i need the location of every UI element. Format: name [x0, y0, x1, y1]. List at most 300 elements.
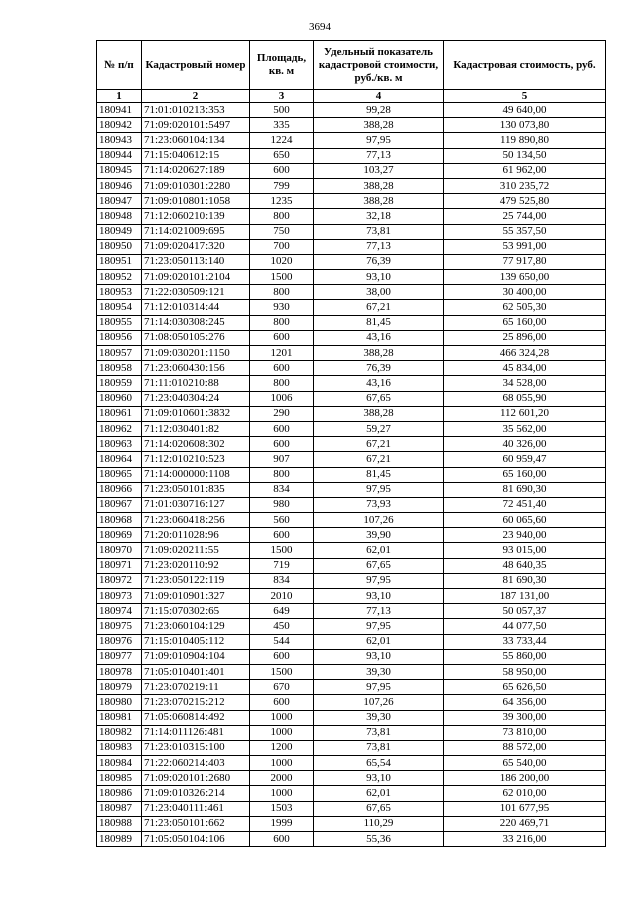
- area-cell: 544: [250, 634, 314, 649]
- row-number-cell: 180984: [97, 756, 142, 771]
- unit-rate-cell: 67,65: [314, 391, 444, 406]
- table-row: [97, 801, 606, 816]
- table-row: [97, 771, 606, 786]
- area-cell: 700: [250, 239, 314, 254]
- cadastral-cost-cell: 48 640,35: [444, 558, 606, 573]
- column-number: 3: [250, 90, 314, 103]
- row-number-cell: 180941: [97, 103, 142, 118]
- cadastral-number-cell: 71:09:010904:104: [142, 649, 250, 664]
- cadastral-cost-cell: 68 055,90: [444, 391, 606, 406]
- table-row: [97, 740, 606, 755]
- cadastral-cost-cell: 65 160,00: [444, 315, 606, 330]
- cadastral-cost-cell: 310 235,72: [444, 178, 606, 193]
- table-row: [97, 467, 606, 482]
- row-number-cell: 180982: [97, 725, 142, 740]
- cadastral-number-cell: 71:09:020101:2680: [142, 771, 250, 786]
- table-row: [97, 376, 606, 391]
- area-cell: 834: [250, 573, 314, 588]
- area-cell: 2010: [250, 589, 314, 604]
- table-row: [97, 695, 606, 710]
- table-row: [97, 133, 606, 148]
- area-cell: 1000: [250, 725, 314, 740]
- row-number-cell: 180985: [97, 771, 142, 786]
- cadastral-number-cell: 71:15:040612:15: [142, 148, 250, 163]
- cadastral-cost-cell: 33 216,00: [444, 832, 606, 847]
- table-row: [97, 270, 606, 285]
- cadastral-number-cell: 71:23:040111:461: [142, 801, 250, 816]
- cadastral-number-cell: 71:14:021009:695: [142, 224, 250, 239]
- cadastral-cost-cell: 65 626,50: [444, 680, 606, 695]
- table-body: [97, 103, 606, 847]
- cadastral-cost-cell: 40 326,00: [444, 437, 606, 452]
- cadastral-cost-cell: 112 601,20: [444, 406, 606, 421]
- unit-rate-cell: 97,95: [314, 573, 444, 588]
- table-row: [97, 330, 606, 345]
- table-row: [97, 513, 606, 528]
- row-number-cell: 180943: [97, 133, 142, 148]
- area-cell: 600: [250, 330, 314, 345]
- unit-rate-cell: 388,28: [314, 118, 444, 133]
- area-cell: 1201: [250, 346, 314, 361]
- cadastral-cost-cell: 72 451,40: [444, 497, 606, 512]
- area-cell: 600: [250, 695, 314, 710]
- cadastral-cost-cell: 93 015,00: [444, 543, 606, 558]
- unit-rate-cell: 97,95: [314, 133, 444, 148]
- page-number: 3694: [309, 21, 331, 33]
- cadastral-number-cell: 71:09:010901:327: [142, 589, 250, 604]
- table-row: [97, 209, 606, 224]
- cadastral-number-cell: 71:23:060104:129: [142, 619, 250, 634]
- table-row: [97, 497, 606, 512]
- header-cadastral-number: Кадастровый номер: [142, 41, 250, 90]
- cadastral-number-cell: 71:23:070219:11: [142, 680, 250, 695]
- area-cell: 834: [250, 482, 314, 497]
- table-row: [97, 710, 606, 725]
- table-row: [97, 589, 606, 604]
- cadastral-cost-cell: 55 860,00: [444, 649, 606, 664]
- area-cell: 290: [250, 406, 314, 421]
- unit-rate-cell: 67,21: [314, 452, 444, 467]
- cadastral-number-cell: 71:15:070302:65: [142, 604, 250, 619]
- unit-rate-cell: 73,81: [314, 224, 444, 239]
- area-cell: 800: [250, 376, 314, 391]
- area-cell: 800: [250, 209, 314, 224]
- unit-rate-cell: 388,28: [314, 346, 444, 361]
- area-cell: 1235: [250, 194, 314, 209]
- area-cell: 750: [250, 224, 314, 239]
- row-number-cell: 180975: [97, 619, 142, 634]
- table-row: [97, 619, 606, 634]
- area-cell: 800: [250, 467, 314, 482]
- cadastral-number-cell: 71:12:060210:139: [142, 209, 250, 224]
- row-number-cell: 180955: [97, 315, 142, 330]
- area-cell: 1224: [250, 133, 314, 148]
- cadastral-number-cell: 71:12:010314:44: [142, 300, 250, 315]
- unit-rate-cell: 93,10: [314, 589, 444, 604]
- area-cell: 335: [250, 118, 314, 133]
- row-number-cell: 180948: [97, 209, 142, 224]
- cadastral-cost-cell: 186 200,00: [444, 771, 606, 786]
- table-row: [97, 391, 606, 406]
- cadastral-number-cell: 71:05:050104:106: [142, 832, 250, 847]
- unit-rate-cell: 97,95: [314, 619, 444, 634]
- cadastral-number-cell: 71:14:000000:1108: [142, 467, 250, 482]
- unit-rate-cell: 388,28: [314, 178, 444, 193]
- unit-rate-cell: 81,45: [314, 315, 444, 330]
- area-cell: 719: [250, 558, 314, 573]
- unit-rate-cell: 43,16: [314, 330, 444, 345]
- unit-rate-cell: 67,65: [314, 801, 444, 816]
- table-row: [97, 725, 606, 740]
- cadastral-number-cell: 71:14:020627:189: [142, 163, 250, 178]
- unit-rate-cell: 107,26: [314, 695, 444, 710]
- row-number-cell: 180980: [97, 695, 142, 710]
- cadastral-value-table: [96, 40, 606, 847]
- cadastral-number-cell: 71:08:050105:276: [142, 330, 250, 345]
- area-cell: 907: [250, 452, 314, 467]
- unit-rate-cell: 59,27: [314, 421, 444, 436]
- area-cell: 560: [250, 513, 314, 528]
- row-number-cell: 180987: [97, 801, 142, 816]
- table-row: [97, 178, 606, 193]
- cadastral-number-cell: 71:14:020608:302: [142, 437, 250, 452]
- row-number-cell: 180964: [97, 452, 142, 467]
- header-area: Площадь, кв. м: [250, 41, 314, 90]
- cadastral-number-cell: 71:01:030716:127: [142, 497, 250, 512]
- cadastral-cost-cell: 466 324,28: [444, 346, 606, 361]
- area-cell: 650: [250, 148, 314, 163]
- row-number-cell: 180969: [97, 528, 142, 543]
- area-cell: 670: [250, 680, 314, 695]
- cadastral-cost-cell: 53 991,00: [444, 239, 606, 254]
- row-number-cell: 180952: [97, 270, 142, 285]
- table-row: [97, 649, 606, 664]
- cadastral-number-cell: 71:23:050101:662: [142, 816, 250, 831]
- header-row-number: № п/п: [97, 41, 142, 90]
- area-cell: 1500: [250, 543, 314, 558]
- cadastral-number-cell: 71:09:010801:1058: [142, 194, 250, 209]
- unit-rate-cell: 103,27: [314, 163, 444, 178]
- cadastral-cost-cell: 39 300,00: [444, 710, 606, 725]
- table-row: [97, 543, 606, 558]
- area-cell: 2000: [250, 771, 314, 786]
- row-number-cell: 180965: [97, 467, 142, 482]
- cadastral-number-cell: 71:23:040304:24: [142, 391, 250, 406]
- unit-rate-cell: 388,28: [314, 406, 444, 421]
- unit-rate-cell: 110,29: [314, 816, 444, 831]
- cadastral-number-cell: 71:12:010210:523: [142, 452, 250, 467]
- cadastral-cost-cell: 60 959,47: [444, 452, 606, 467]
- unit-rate-cell: 67,65: [314, 558, 444, 573]
- row-number-cell: 180989: [97, 832, 142, 847]
- cadastral-number-cell: 71:23:050122:119: [142, 573, 250, 588]
- unit-rate-cell: 93,10: [314, 649, 444, 664]
- table-row: [97, 300, 606, 315]
- row-number-cell: 180944: [97, 148, 142, 163]
- unit-rate-cell: 76,39: [314, 254, 444, 269]
- unit-rate-cell: 77,13: [314, 239, 444, 254]
- cadastral-cost-cell: 479 525,80: [444, 194, 606, 209]
- cadastral-cost-cell: 65 540,00: [444, 756, 606, 771]
- cadastral-cost-cell: 220 469,71: [444, 816, 606, 831]
- cadastral-number-cell: 71:14:011126:481: [142, 725, 250, 740]
- cadastral-cost-cell: 65 160,00: [444, 467, 606, 482]
- table-row: [97, 103, 606, 118]
- table-row: [97, 285, 606, 300]
- cadastral-cost-cell: 45 834,00: [444, 361, 606, 376]
- row-number-cell: 180958: [97, 361, 142, 376]
- row-number-cell: 180963: [97, 437, 142, 452]
- row-number-cell: 180979: [97, 680, 142, 695]
- cadastral-cost-cell: 50 134,50: [444, 148, 606, 163]
- cadastral-number-cell: 71:09:020211:55: [142, 543, 250, 558]
- cadastral-number-cell: 71:20:011028:96: [142, 528, 250, 543]
- cadastral-cost-cell: 55 357,50: [444, 224, 606, 239]
- unit-rate-cell: 77,13: [314, 148, 444, 163]
- cadastral-cost-cell: 60 065,60: [444, 513, 606, 528]
- row-number-cell: 180973: [97, 589, 142, 604]
- cadastral-number-cell: 71:09:030201:1150: [142, 346, 250, 361]
- area-cell: 1020: [250, 254, 314, 269]
- row-number-cell: 180970: [97, 543, 142, 558]
- cadastral-cost-cell: 49 640,00: [444, 103, 606, 118]
- unit-rate-cell: 73,93: [314, 497, 444, 512]
- row-number-cell: 180977: [97, 649, 142, 664]
- cadastral-cost-cell: 139 650,00: [444, 270, 606, 285]
- row-number-cell: 180974: [97, 604, 142, 619]
- cadastral-cost-cell: 25 744,00: [444, 209, 606, 224]
- row-number-cell: 180966: [97, 482, 142, 497]
- cadastral-cost-cell: 88 572,00: [444, 740, 606, 755]
- table-row: [97, 361, 606, 376]
- unit-rate-cell: 43,16: [314, 376, 444, 391]
- cadastral-number-cell: 71:09:020101:2104: [142, 270, 250, 285]
- cadastral-cost-cell: 34 528,00: [444, 376, 606, 391]
- cadastral-number-cell: 71:11:010210:88: [142, 376, 250, 391]
- table-row: [97, 528, 606, 543]
- cadastral-number-cell: 71:09:020417:320: [142, 239, 250, 254]
- cadastral-cost-cell: 130 073,80: [444, 118, 606, 133]
- row-number-cell: 180945: [97, 163, 142, 178]
- row-number-cell: 180951: [97, 254, 142, 269]
- row-number-cell: 180976: [97, 634, 142, 649]
- table-row: [97, 421, 606, 436]
- row-number-cell: 180949: [97, 224, 142, 239]
- row-number-cell: 180942: [97, 118, 142, 133]
- area-cell: 1500: [250, 270, 314, 285]
- unit-rate-cell: 32,18: [314, 209, 444, 224]
- row-number-cell: 180988: [97, 816, 142, 831]
- unit-rate-cell: 77,13: [314, 604, 444, 619]
- cadastral-number-cell: 71:01:010213:353: [142, 103, 250, 118]
- table-row: [97, 163, 606, 178]
- cadastral-number-cell: 71:05:060814:492: [142, 710, 250, 725]
- unit-rate-cell: 38,00: [314, 285, 444, 300]
- table-row: [97, 406, 606, 421]
- cadastral-cost-cell: 30 400,00: [444, 285, 606, 300]
- unit-rate-cell: 81,45: [314, 467, 444, 482]
- row-number-cell: 180983: [97, 740, 142, 755]
- header-unit-rate: Удельный показатель кадастровой стоимости, руб./кв. м: [314, 41, 444, 90]
- row-number-cell: 180957: [97, 346, 142, 361]
- area-cell: 600: [250, 163, 314, 178]
- cadastral-number-cell: 71:23:070215:212: [142, 695, 250, 710]
- unit-rate-cell: 39,30: [314, 664, 444, 679]
- table-row: [97, 194, 606, 209]
- area-cell: 980: [250, 497, 314, 512]
- cadastral-number-cell: 71:23:060104:134: [142, 133, 250, 148]
- cadastral-cost-cell: 81 690,30: [444, 573, 606, 588]
- area-cell: 1000: [250, 756, 314, 771]
- cadastral-number-cell: 71:05:010401:401: [142, 664, 250, 679]
- unit-rate-cell: 65,54: [314, 756, 444, 771]
- table-row: [97, 573, 606, 588]
- unit-rate-cell: 62,01: [314, 543, 444, 558]
- unit-rate-cell: 97,95: [314, 680, 444, 695]
- area-cell: 600: [250, 649, 314, 664]
- cadastral-cost-cell: 119 890,80: [444, 133, 606, 148]
- area-cell: 1200: [250, 740, 314, 755]
- cadastral-number-cell: 71:09:010301:2280: [142, 178, 250, 193]
- area-cell: 649: [250, 604, 314, 619]
- row-number-cell: 180953: [97, 285, 142, 300]
- unit-rate-cell: 55,36: [314, 832, 444, 847]
- cadastral-cost-cell: 64 356,00: [444, 695, 606, 710]
- table-row: [97, 315, 606, 330]
- row-number-cell: 180959: [97, 376, 142, 391]
- cadastral-cost-cell: 77 917,80: [444, 254, 606, 269]
- table-header-row: [97, 41, 606, 90]
- table-row: [97, 634, 606, 649]
- cadastral-number-cell: 71:23:060418:256: [142, 513, 250, 528]
- unit-rate-cell: 99,28: [314, 103, 444, 118]
- unit-rate-cell: 39,90: [314, 528, 444, 543]
- column-number-row: [97, 90, 606, 103]
- row-number-cell: 180961: [97, 406, 142, 421]
- area-cell: 600: [250, 361, 314, 376]
- table-row: [97, 786, 606, 801]
- cadastral-cost-cell: 73 810,00: [444, 725, 606, 740]
- unit-rate-cell: 93,10: [314, 270, 444, 285]
- unit-rate-cell: 62,01: [314, 786, 444, 801]
- area-cell: 1503: [250, 801, 314, 816]
- row-number-cell: 180971: [97, 558, 142, 573]
- table-row: [97, 224, 606, 239]
- unit-rate-cell: 62,01: [314, 634, 444, 649]
- row-number-cell: 180962: [97, 421, 142, 436]
- cadastral-cost-cell: 44 077,50: [444, 619, 606, 634]
- area-cell: 600: [250, 437, 314, 452]
- row-number-cell: 180946: [97, 178, 142, 193]
- cadastral-number-cell: 71:14:030308:245: [142, 315, 250, 330]
- area-cell: 1500: [250, 664, 314, 679]
- unit-rate-cell: 93,10: [314, 771, 444, 786]
- cadastral-cost-cell: 25 896,00: [444, 330, 606, 345]
- cadastral-number-cell: 71:09:010601:3832: [142, 406, 250, 421]
- table-row: [97, 452, 606, 467]
- cadastral-cost-cell: 81 690,30: [444, 482, 606, 497]
- cadastral-number-cell: 71:15:010405:112: [142, 634, 250, 649]
- cadastral-cost-cell: 58 950,00: [444, 664, 606, 679]
- cadastral-number-cell: 71:12:030401:82: [142, 421, 250, 436]
- unit-rate-cell: 76,39: [314, 361, 444, 376]
- cadastral-number-cell: 71:23:050101:835: [142, 482, 250, 497]
- cadastral-number-cell: 71:23:050113:140: [142, 254, 250, 269]
- column-number: 5: [444, 90, 606, 103]
- area-cell: 1999: [250, 816, 314, 831]
- column-number: 4: [314, 90, 444, 103]
- unit-rate-cell: 67,21: [314, 437, 444, 452]
- cadastral-number-cell: 71:22:030509:121: [142, 285, 250, 300]
- area-cell: 600: [250, 421, 314, 436]
- row-number-cell: 180956: [97, 330, 142, 345]
- table-row: [97, 254, 606, 269]
- cadastral-cost-cell: 101 677,95: [444, 801, 606, 816]
- row-number-cell: 180986: [97, 786, 142, 801]
- table-row: [97, 756, 606, 771]
- area-cell: 1006: [250, 391, 314, 406]
- cadastral-cost-cell: 33 733,44: [444, 634, 606, 649]
- row-number-cell: 180947: [97, 194, 142, 209]
- area-cell: 800: [250, 315, 314, 330]
- table-row: [97, 118, 606, 133]
- area-cell: 450: [250, 619, 314, 634]
- cadastral-cost-cell: 62 505,30: [444, 300, 606, 315]
- cadastral-number-cell: 71:09:020101:5497: [142, 118, 250, 133]
- area-cell: 800: [250, 285, 314, 300]
- unit-rate-cell: 107,26: [314, 513, 444, 528]
- column-number: 2: [142, 90, 250, 103]
- row-number-cell: 180954: [97, 300, 142, 315]
- row-number-cell: 180978: [97, 664, 142, 679]
- area-cell: 600: [250, 832, 314, 847]
- cadastral-cost-cell: 62 010,00: [444, 786, 606, 801]
- area-cell: 1000: [250, 710, 314, 725]
- area-cell: 500: [250, 103, 314, 118]
- cadastral-cost-cell: 23 940,00: [444, 528, 606, 543]
- table-row: [97, 437, 606, 452]
- row-number-cell: 180950: [97, 239, 142, 254]
- cadastral-cost-cell: 61 962,00: [444, 163, 606, 178]
- unit-rate-cell: 39,30: [314, 710, 444, 725]
- row-number-cell: 180967: [97, 497, 142, 512]
- table-row: [97, 346, 606, 361]
- area-cell: 799: [250, 178, 314, 193]
- unit-rate-cell: 67,21: [314, 300, 444, 315]
- table-row: [97, 816, 606, 831]
- cadastral-cost-cell: 187 131,00: [444, 589, 606, 604]
- table-row: [97, 664, 606, 679]
- unit-rate-cell: 73,81: [314, 725, 444, 740]
- table-row: [97, 482, 606, 497]
- table-row: [97, 832, 606, 847]
- unit-rate-cell: 73,81: [314, 740, 444, 755]
- table-row: [97, 148, 606, 163]
- cadastral-number-cell: 71:23:020110:92: [142, 558, 250, 573]
- area-cell: 1000: [250, 786, 314, 801]
- cadastral-number-cell: 71:22:060214:403: [142, 756, 250, 771]
- area-cell: 930: [250, 300, 314, 315]
- row-number-cell: 180981: [97, 710, 142, 725]
- cadastral-cost-cell: 50 057,37: [444, 604, 606, 619]
- unit-rate-cell: 97,95: [314, 482, 444, 497]
- column-number: 1: [97, 90, 142, 103]
- cadastral-number-cell: 71:09:010326:214: [142, 786, 250, 801]
- table-row: [97, 239, 606, 254]
- cadastral-number-cell: 71:23:060430:156: [142, 361, 250, 376]
- row-number-cell: 180972: [97, 573, 142, 588]
- area-cell: 600: [250, 528, 314, 543]
